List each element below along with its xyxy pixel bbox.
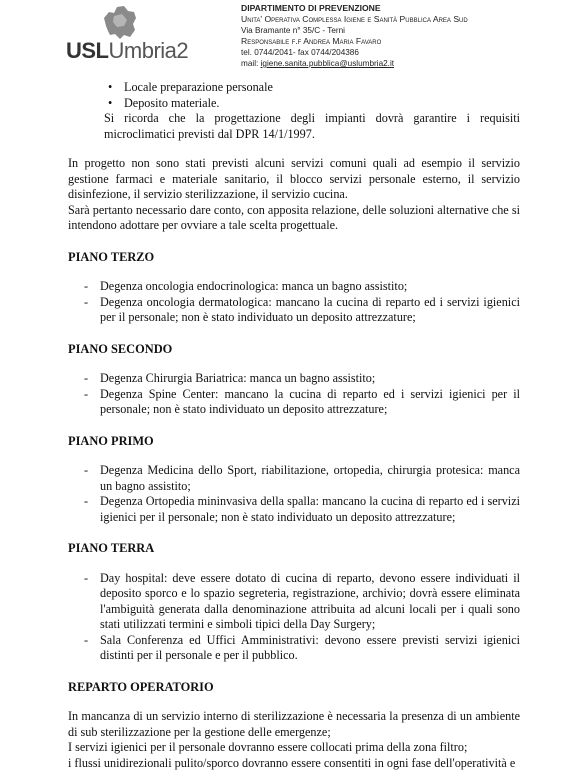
heading-piano-terzo: PIANO TERZO [68,250,520,266]
mail-line: mail: igiene.sanita.pubblica@uslumbria2.it [241,58,468,69]
list-item: - Degenza Spine Center: mancano la cucina di reparto ed i servizi igienici per il personale; non è stato individuato un deposito attrezzature; [100,387,520,418]
phone-fax: tel. 0744/2041- fax 0744/204386 [241,47,468,58]
paragraph-alternative-solutions: Sarà pertanto necessario dare conto, con apposita relazione, delle soluzioni alternative che si intendono adottare per ovviare a tale scelta progettuale. [68,203,520,234]
usl-umbria2-logo [66,4,236,66]
umbria-region-map-icon [100,4,140,40]
piano-terra-list [68,571,520,664]
paragraph-unidirectional-flows: i flussi unidirezionali pulito/sporco dovranno essere consentiti in ogni fase dell'operatività e [68,756,520,771]
list-item: - Degenza Chirurgia Bariatrica: manca un bagno assistito; [100,371,520,387]
list-item: - Sala Conferenza ed Uffici Amministrativi: devono essere previsti servizi igienici distinti per il personale e per il pubblico. [100,633,520,664]
address: Via Bramante n° 35/C - Terni [241,25,468,36]
logo-wordmark: USLUmbria2 [66,38,188,64]
responsabile: Responsabile f.f Andrea Maria Favaro [241,36,468,47]
heading-piano-terra: PIANO TERRA [68,541,520,557]
piano-primo-list [68,463,520,525]
heading-reparto-operatorio: REPARTO OPERATORIO [68,680,520,696]
list-item: - Degenza oncologia dermatologica: mancano la cucina di reparto ed i servizi igienici per il personale; non è stato individuato un deposito attrezzature; [100,295,520,326]
letterhead [0,0,574,70]
microclimate-note: Si ricorda che la progettazione degli impianti dovrà garantire i requisiti microclimatici previsti dal DPR 14/1/1997. [68,111,520,142]
intro-bullet-list [68,80,520,111]
paragraph-sterilization: In mancanza di un servizio interno di sterilizzazione è necessaria la presenza di un ambiente di sub sterilizzazione per la gestione delle emergenze; [68,709,520,740]
list-item: - Day hospital: deve essere dotato di cucina di reparto, devono essere individuati il deposito sporco e lo spazio segreteria, registrazione, archivio; dovrà essere eliminata l'ambiguità generata dalla denominazione attribuita ad alcuni locali per i quali sono stati utilizzati termini e simboli tipici della Day Surgery; [100,571,520,633]
paragraph-staff-toilets: I servizi igienici per il personale dovranno essere collocati prima della zona filtro; [68,740,520,756]
piano-terzo-list [68,279,520,326]
list-item: - Degenza Medicina dello Sport, riabilitazione, ortopedia, chirurgia protesica: manca un bagno assistito; [100,463,520,494]
piano-secondo-list [68,371,520,418]
mail-link[interactable]: igiene.sanita.pubblica@uslumbria2.it [261,59,394,68]
department-name: DIPARTIMENTO DI PREVENZIONE [241,3,468,14]
list-item: • Deposito materiale. [124,96,520,112]
heading-piano-secondo: PIANO SECONDO [68,342,520,358]
paragraph-missing-services: In progetto non sono stati previsti alcuni servizi comuni quali ad esempio il servizio gestione farmaci e materiale sanitario, il blocco servizi personale esterno, il servizio disinfezione, il servizio sterilizzazione, il servizio cucina. [68,156,520,203]
list-item: • Locale preparazione personale [124,80,520,96]
document-body [68,80,520,771]
list-item: - Degenza Ortopedia mininvasiva della spalla: mancano la cucina di reparto ed i servizi igienici per il personale; non è stato individuato un deposito attrezzature; [100,494,520,525]
list-item: - Degenza oncologia endocrinologica: manca un bagno assistito; [100,279,520,295]
unit-name: Unita' Operativa Complessa Igiene e Sanità Pubblica Area Sud [241,14,468,25]
heading-piano-primo: PIANO PRIMO [68,434,520,450]
department-info [241,3,468,69]
